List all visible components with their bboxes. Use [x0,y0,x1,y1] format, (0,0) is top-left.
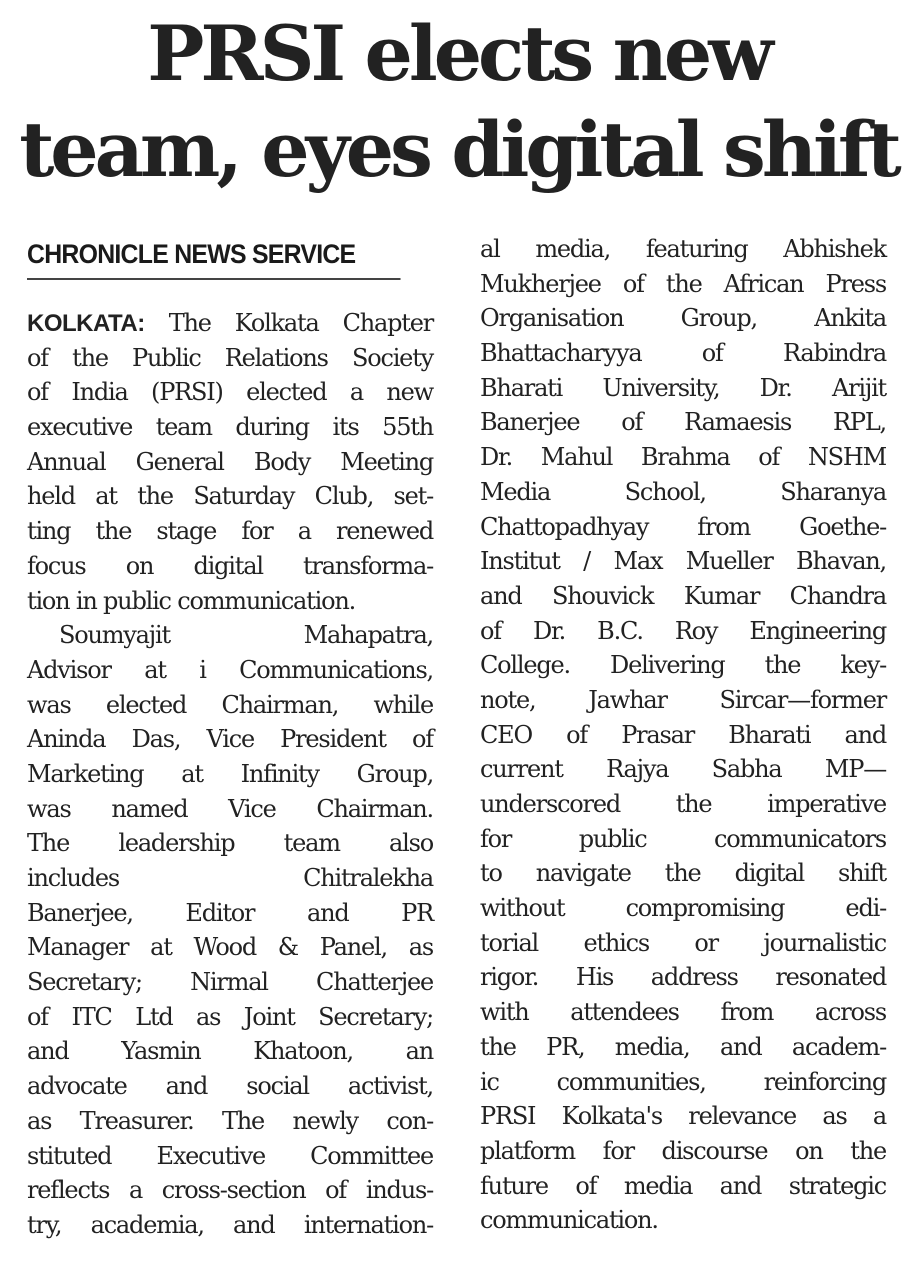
article-line: rigor. His address resonated [480,963,886,992]
headline-line-2: team, eyes digital shift [19,105,898,194]
article-line: al media, featuring Abhishek [480,235,886,263]
article-line: Bharati University, Dr. Arijit [480,373,886,402]
article-line: Institut / Max Mueller Bhavan, [480,547,886,576]
article-line: Media School, Sharanya [480,477,886,506]
article-line: Bhattacharyya of Rabindra [480,339,886,368]
article-line: and Shouvick Kumar Chandra [480,581,886,610]
article-column-left [27,232,433,1243]
article-line: Manager at Wood & Panel, as [27,933,433,962]
article-line: future of media and strategic [480,1171,886,1200]
article-line: without compromising edi- [480,894,886,923]
article-line: underscored the imperative [480,790,886,818]
article-line: Mukherjee of the African Press [480,269,886,298]
article-line: Annual General Body Meeting [27,447,433,476]
article-line: try, academia, and internation- [27,1210,433,1239]
article-line: as Treasurer. The newly con- [27,1106,433,1135]
byline: CHRONICLE NEWS SERVICE [27,232,401,280]
article-line: of the Public Relations Society [27,343,433,372]
article-line: of Dr. B.C. Roy Engineering [480,616,886,645]
article-line: College. Delivering the key- [480,651,886,680]
article-line: Dr. Mahul Brahma of NSHM [480,443,886,472]
article-line [27,306,433,341]
article-line: for public communicators [480,824,886,853]
article-line: held at the Saturday Club, set- [27,482,433,511]
article-line: was named Vice Chairman. [27,794,433,823]
article-line: Banerjee, Editor and PR [27,898,433,927]
article-line: with attendees from across [480,998,886,1027]
article-column-right [480,232,886,1238]
headline [0,6,917,198]
article-line: Aninda Das, Vice President of [27,725,433,754]
article-line: of India (PRSI) elected a new [27,378,433,407]
article-line: Advisor at i Communications, [27,655,433,684]
article-line: note, Jawhar Sircar—former [480,685,886,714]
article-line: Chattopadhyay from Goethe- [480,512,886,541]
article-line: The leadership team also [27,829,433,858]
article-line: focus on digital transforma- [27,551,433,580]
article-line: executive team during its 55th [27,413,433,442]
article-line: Banerjee of Ramaesis RPL, [480,408,886,437]
article-line: the PR, media, and academ- [480,1032,886,1061]
article-line: stituted Executive Committee [27,1141,433,1170]
article-line-text: The Kolkata Chapter [168,309,433,337]
article-line: Secretary; Nirmal Chatterjee [27,968,433,997]
article-line: Soumyajit Mahapatra, [59,621,433,650]
article-line: Organisation Group, Ankita [480,304,886,333]
article-line: was elected Chairman, while [27,690,433,719]
article-line: to navigate the digital shift [480,859,886,888]
article-line: Marketing at Infinity Group, [27,759,433,788]
dateline: KOLKATA: [27,310,145,337]
article-line: PRSI Kolkata's relevance as a [480,1102,886,1131]
article-line: ting the stage for a renewed [27,517,433,546]
article-line: tion in public communication. [27,586,356,615]
article-line: current Rajya Sabha MP— [480,755,886,784]
article-line: and Yasmin Khatoon, an [27,1037,433,1066]
article-line: includes Chitralekha [27,864,433,892]
headline-line-1: PRSI elects new [147,9,770,98]
article-line: reflects a cross-section of indus- [27,1176,433,1205]
article-line: ic communities, reinforcing [480,1067,886,1096]
article-line: CEO of Prasar Bharati and [480,720,886,749]
article-line: platform for discourse on the [480,1136,886,1165]
article-line: advocate and social activist, [27,1072,433,1101]
article-line: of ITC Ltd as Joint Secretary; [27,1002,433,1031]
article-line: torial ethics or journalistic [480,928,886,957]
article-line: communication. [480,1206,658,1235]
